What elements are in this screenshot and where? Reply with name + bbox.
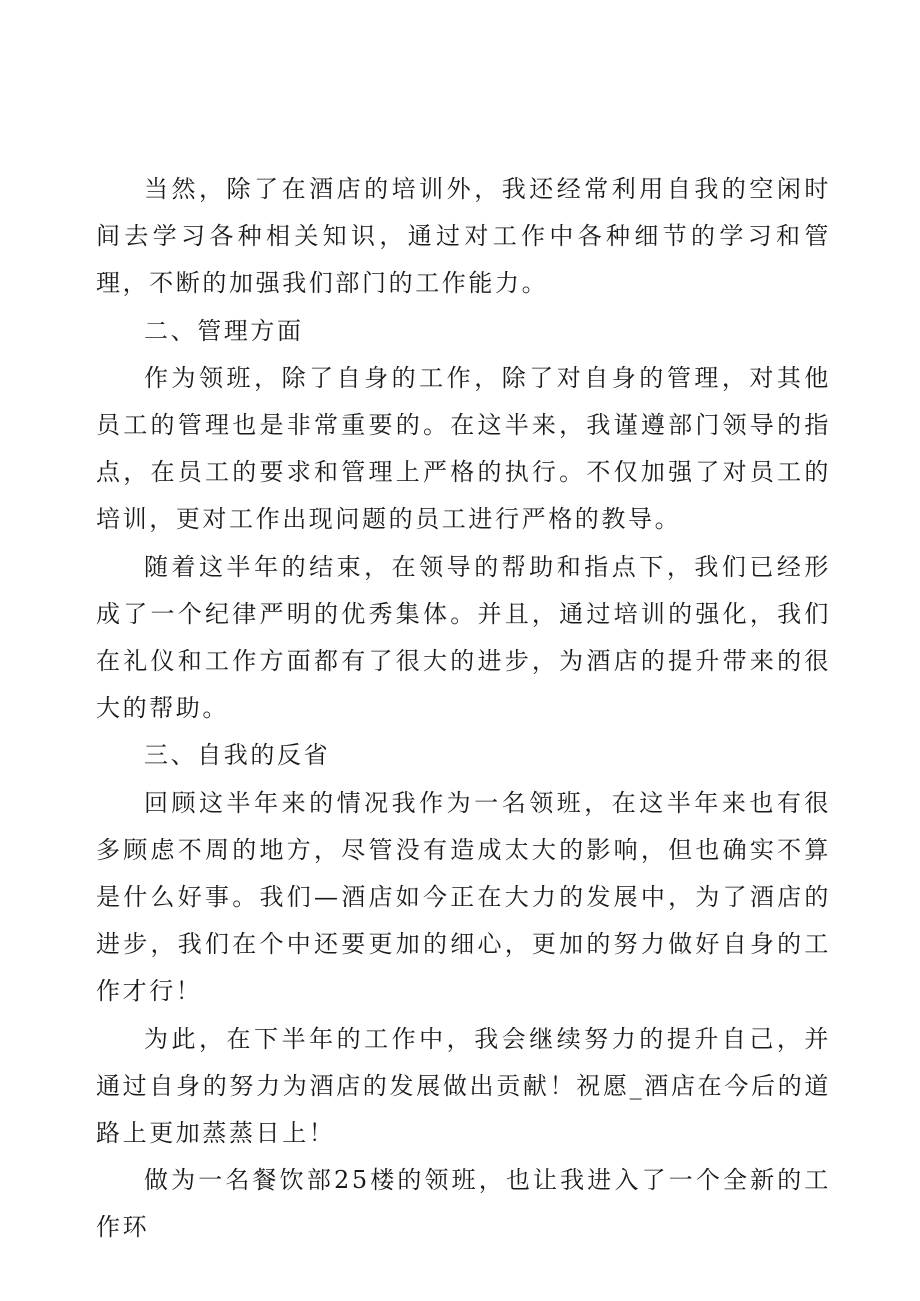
heading-management: 二、管理方面 — [144, 316, 304, 345]
heading-self-reflection: 三、自我的反省 — [144, 741, 331, 770]
paragraph-new-environment: 做为一名餐饮部25楼的领班，也让我进入了一个全新的工作环 — [96, 1166, 831, 1242]
paragraph-reflection: 回顾这半年来的情况我作为一名领班，在这半年来也有很多顾虑不周的地方，尽管没有造成太大的影响，但也确实不算是什么好事。我们—酒店如今正在大力的发展中，为了酒店的进步，我们在个中还要更加的细心，更加的努力做好自身的工作才行！ — [96, 788, 831, 1006]
document-body — [96, 166, 831, 1252]
paragraph-team-progress: 随着这半年的结束，在领导的帮助和指点下，我们已经形成了一个纪律严明的优秀集体。并且，通过培训的强化，我们在礼仪和工作方面都有了很大的进步，为酒店的提升带来的很大的帮助。 — [96, 552, 831, 723]
paragraph-management: 作为领班，除了自身的工作，除了对自身的管理，对其他员工的管理也是非常重要的。在这半来，我谨遵部门领导的指点，在员工的要求和管理上严格的执行。不仅加强了对员工的培训，更对工作出现问题的员工进行严格的教导。 — [96, 363, 831, 534]
paragraph-training: 当然，除了在酒店的培训外，我还经常利用自我的空闲时间去学习各种相关知识，通过对工作中各种细节的学习和管理，不断的加强我们部门的工作能力。 — [96, 175, 831, 298]
paragraph-future-plan: 为此，在下半年的工作中，我会继续努力的提升自己，并通过自身的努力为酒店的发展做出贡献！祝愿_酒店在今后的道路上更加蒸蒸日上！ — [96, 1024, 831, 1148]
